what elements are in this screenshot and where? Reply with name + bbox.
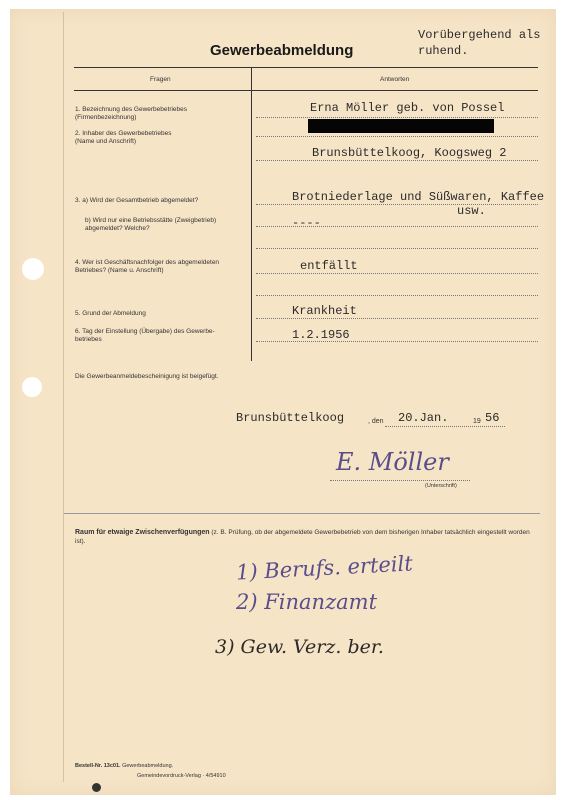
page-fold xyxy=(63,12,64,782)
answer-line xyxy=(256,248,538,249)
answer-line xyxy=(256,204,538,205)
answer-6: 1.2.1956 xyxy=(292,328,350,342)
question-3a: 3. a) Wird der Gesamtbetrieb abgemeldet? xyxy=(75,197,199,204)
punch-hole-bottom xyxy=(22,377,42,397)
interim-note-2: 2) Finanzamt xyxy=(236,590,378,614)
interim-note-1: 1) Berufs. erteilt xyxy=(235,551,414,585)
footer-order-label xyxy=(75,763,173,769)
attachment-note: Die Gewerbeanmeldebescheinigung ist beigefügt. xyxy=(75,373,219,380)
column-header-answers: Antworten xyxy=(380,76,410,83)
answer-line xyxy=(256,318,538,319)
date-line xyxy=(385,426,505,427)
table-header-border xyxy=(74,90,538,91)
status-note-line1: Vorübergehend als xyxy=(418,28,541,42)
answer-line xyxy=(256,136,538,137)
signature: E. Möller xyxy=(336,448,449,476)
interim-note-3: 3) Gew. Verz. ber. xyxy=(215,636,384,658)
status-note-line2: ruhend. xyxy=(418,44,469,58)
question-6: 6. Tag der Einstellung (Übergabe) des Gewerbe- betriebes xyxy=(75,328,215,343)
question-5: 5. Grund der Abmeldung xyxy=(75,310,146,317)
date-text: 20.Jan. xyxy=(398,411,449,425)
table-top-border xyxy=(74,67,538,68)
answer-1: Erna Möller geb. von Possel xyxy=(310,101,505,115)
question-2: 2. Inhaber des Gewerbebetriebes (Name und Anschrift) xyxy=(75,130,172,145)
answer-line xyxy=(256,273,538,274)
interim-text xyxy=(75,528,535,546)
column-header-questions: Fragen xyxy=(150,76,171,83)
signature-line xyxy=(330,480,470,481)
year-prefix: 19 xyxy=(473,418,481,425)
publisher-logo-icon xyxy=(92,783,101,792)
question-1: 1. Bezeichnung des Gewerbebetriebes (Firmenbezeichnung) xyxy=(75,106,188,121)
answer-3a-line1: Brotniederlage und Süßwaren, Kaffee xyxy=(292,190,545,204)
question-3b: b) Wird nur eine Betriebsstätte (Zweigbetrieb) abgemeldet? Welche? xyxy=(85,217,217,232)
answer-line xyxy=(256,295,538,296)
interim-heading: Raum für etwaige Zwischenverfügungen xyxy=(75,529,210,536)
punch-hole-top xyxy=(22,258,44,280)
answer-line xyxy=(256,160,538,161)
redaction-bar xyxy=(308,119,494,133)
answer-line xyxy=(256,117,538,118)
place-text: Brunsbüttelkoog xyxy=(236,411,345,425)
answer-5: Krankheit xyxy=(292,304,357,318)
answer-3a-line2: usw. xyxy=(457,204,486,218)
signature-caption: (Unterschrift) xyxy=(425,483,457,489)
order-number: Bestell-Nr. 13c01. xyxy=(75,763,121,769)
interim-description: (z. B. Prüfung, ob der abgemeldete Gewerbebetrieb von dem bisherigen Inhaber tatsächlich eingestellt worden ist). xyxy=(75,529,530,545)
form-title: Gewerbeabmeldung xyxy=(210,42,354,59)
den-text: , den xyxy=(368,418,384,425)
year-text: 56 xyxy=(485,411,500,425)
answer-4: entfällt xyxy=(300,259,358,273)
table-column-divider xyxy=(251,67,252,361)
order-text: Gewerbeabmeldung. xyxy=(122,763,174,769)
answer-3b: ---- xyxy=(292,216,321,230)
answer-2-address: Brunsbüttelkoog, Koogsweg 2 xyxy=(312,146,507,160)
question-4: 4. Wer ist Geschäftsnachfolger des abgemeldeten Betriebes? (Name u. Anschrift) xyxy=(75,259,220,274)
footer-publisher: Gemeindevordruck-Verlag · 4/54910 xyxy=(137,773,226,779)
section-separator xyxy=(64,513,540,514)
